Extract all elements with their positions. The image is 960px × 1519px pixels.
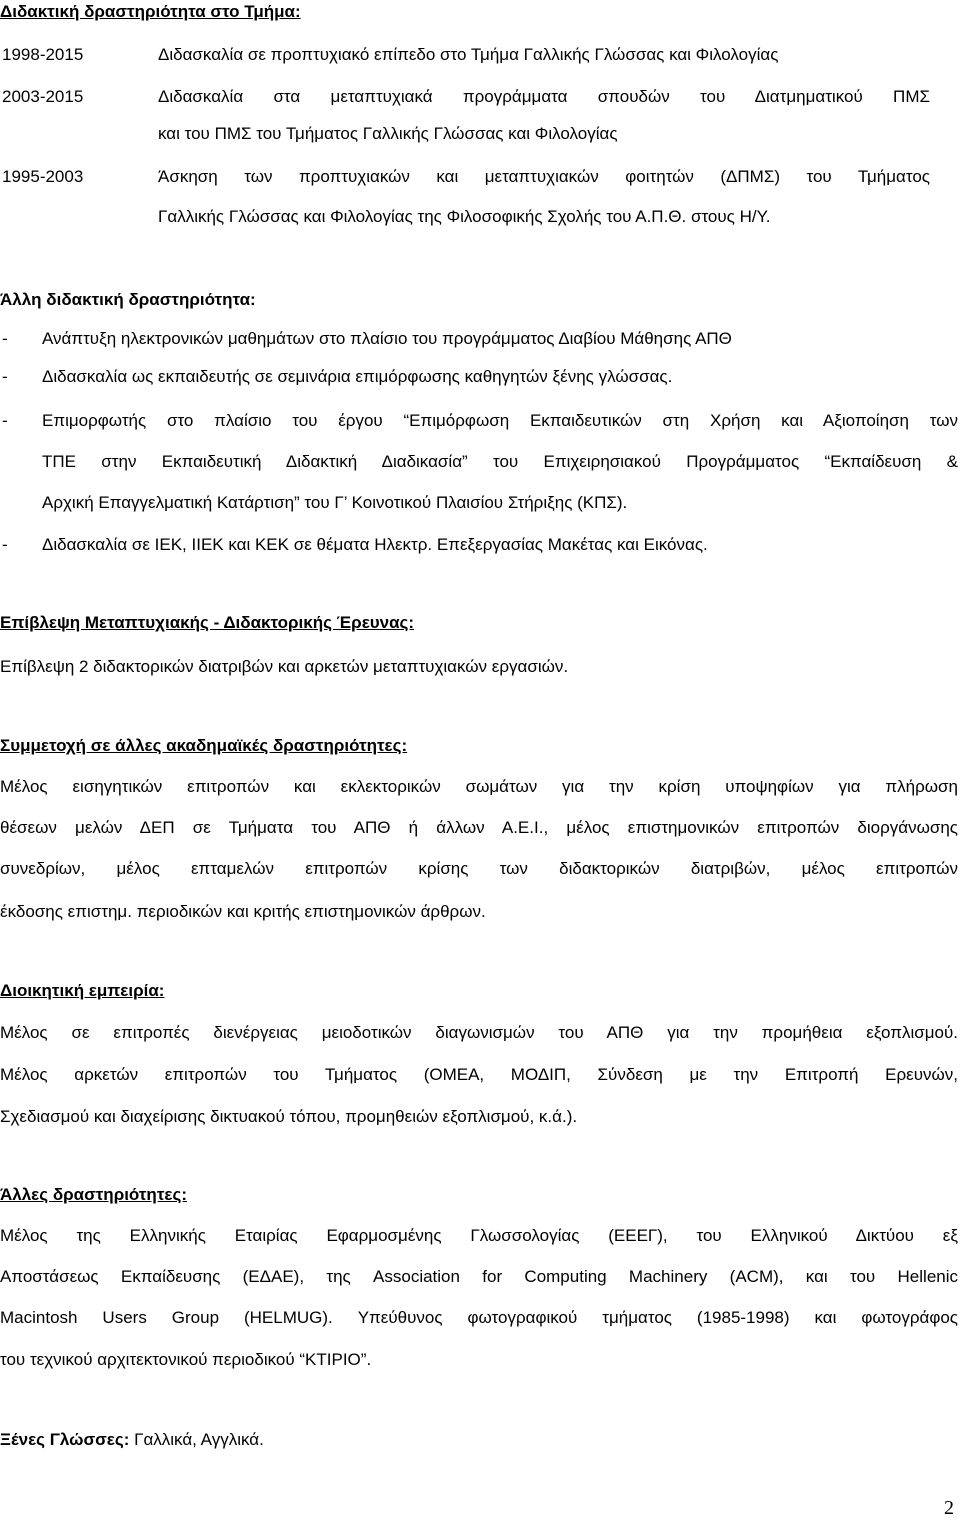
languages-value: Γαλλικά, Αγγλικά. — [129, 1430, 264, 1449]
bullet-dash-4: - — [2, 535, 8, 554]
academic-line-2: θέσεων μελών ΔΕΠ σε Τμήματα του ΑΠΘ ή άλλων Α.Ε.Ι., μέλος επιστημονικών επιτροπών διοργάνωσης — [0, 818, 958, 837]
page-number: 2 — [944, 1497, 954, 1519]
teaching-years-1: 1998-2015 — [2, 45, 84, 64]
academic-line-3: συνεδρίων, μέλος επταμελών επιτροπών κρίσης των διδακτορικών διατριβών, μέλος επιτροπών — [0, 859, 958, 878]
other-line-3: Macintosh Users Group (HELMUG). Υπεύθυνος φωτογραφικού τμήματος (1985-1998) και φωτογράφος — [0, 1308, 958, 1327]
teaching-years-3: 1995-2003 — [2, 167, 84, 186]
academic-line-1: Μέλος εισηγητικών επιτροπών και εκλεκτορικών σωμάτων για την κρίση υποψηφίων για πλήρωση — [0, 777, 958, 796]
bullet-3-line-3: Αρχική Επαγγελματική Κατάρτιση” του Γ’ Κοινοτικού Πλαισίου Στήριξης (ΚΠΣ). — [42, 493, 628, 512]
academic-line-4: έκδοσης επιστημ. περιοδικών και κριτής επιστημονικών άρθρων. — [0, 902, 486, 921]
other-line-1: Μέλος της Ελληνικής Εταιρίας Εφαρμοσμένης Γλωσσολογίας (ΕΕΕΓ), του Ελληνικού Δικτύου εξ — [0, 1226, 958, 1245]
bullet-dash-2: - — [2, 367, 8, 386]
bullet-2-line-1: Διδασκαλία ως εκπαιδευτής σε σεμινάρια επιμόρφωσης καθηγητών ξένης γλώσσας. — [42, 367, 673, 386]
admin-line-3: Σχεδιασμού και διαχείρισης δικτυακού τόπου, προμηθειών εξοπλισμού, κ.ά.). — [0, 1107, 578, 1126]
teaching-text-3-line-1: Άσκηση των προπτυχιακών και μεταπτυχιακών φοιτητών (ΔΠΜΣ) του Τμήματος — [158, 167, 930, 186]
admin-heading: Διοικητική εμπειρία: — [0, 981, 165, 1000]
bullet-dash-1: - — [2, 329, 8, 348]
teaching-text-3-line-2: Γαλλικής Γλώσσας και Φιλολογίας της Φιλοσοφικής Σχολής του Α.Π.Θ. στους Η/Υ. — [158, 207, 771, 226]
bullet-4-line-1: Διδασκαλία σε ΙΕΚ, ΙΙΕΚ και ΚΕΚ σε θέματα Ηλεκτρ. Επεξεργασίας Μακέτας και Εικόνας. — [42, 535, 708, 554]
bullet-dash-3: - — [2, 411, 8, 430]
other-heading: Άλλες δραστηριότητες: — [0, 1185, 187, 1204]
other-line-2: Αποστάσεως Εκπαίδευσης (ΕΔΑΕ), της Association for Computing Machinery (ACM), και του Hellenic — [0, 1267, 958, 1286]
supervision-heading: Επίβλεψη Μεταπτυχιακής - Διδακτορικής Έρευνας: — [0, 613, 415, 632]
teaching-text-2-line-2: και του ΠΜΣ του Τμήματος Γαλλικής Γλώσσας και Φιλολογίας — [158, 124, 618, 143]
languages-label: Ξένες Γλώσσες: — [0, 1430, 130, 1449]
teaching-heading: Διδακτική δραστηριότητα στο Τμήμα: — [0, 2, 301, 21]
supervision-line-1: Επίβλεψη 2 διδακτορικών διατριβών και αρκετών μεταπτυχιακών εργασιών. — [0, 657, 569, 676]
languages-line — [0, 1429, 264, 1451]
admin-line-1: Μέλος σε επιτροπές διενέργειας μειοδοτικών διαγωνισμών του ΑΠΘ για την προμήθεια εξοπλισμού. — [0, 1023, 958, 1042]
bullet-3-line-2: ΤΠΕ στην Εκπαιδευτική Διδακτική Διαδικασία” του Επιχειρησιακού Προγράμματος “Εκπαίδευση & — [42, 452, 958, 471]
teaching-years-2: 2003-2015 — [2, 87, 84, 106]
academic-heading: Συμμετοχή σε άλλες ακαδημαϊκές δραστηριότητες: — [0, 736, 408, 755]
other-line-4: του τεχνικού αρχιτεκτονικού περιοδικού “ΚΤΙΡΙΟ”. — [0, 1350, 372, 1369]
other-teaching-heading: Άλλη διδακτική δραστηριότητα: — [0, 290, 256, 309]
teaching-text-1-line-1: Διδασκαλία σε προπτυχιακό επίπεδο στο Τμήμα Γαλλικής Γλώσσας και Φιλολογίας — [158, 45, 779, 64]
bullet-3-line-1: Επιμορφωτής στο πλαίσιο του έργου “Επιμόρφωση Εκπαιδευτικών στη Χρήση και Αξιοποίηση των — [42, 411, 958, 430]
teaching-text-2-line-1: Διδασκαλία στα μεταπτυχιακά προγράμματα σπουδών του Διατμηματικού ΠΜΣ — [158, 87, 930, 106]
bullet-1-line-1: Ανάπτυξη ηλεκτρονικών μαθημάτων στο πλαίσιο του προγράμματος Διαβίου Μάθησης ΑΠΘ — [42, 329, 732, 348]
admin-line-2: Μέλος αρκετών επιτροπών του Τμήματος (ΟΜΕΑ, ΜΟΔΙΠ, Σύνδεση με την Επιτροπή Ερευνών, — [0, 1065, 958, 1084]
